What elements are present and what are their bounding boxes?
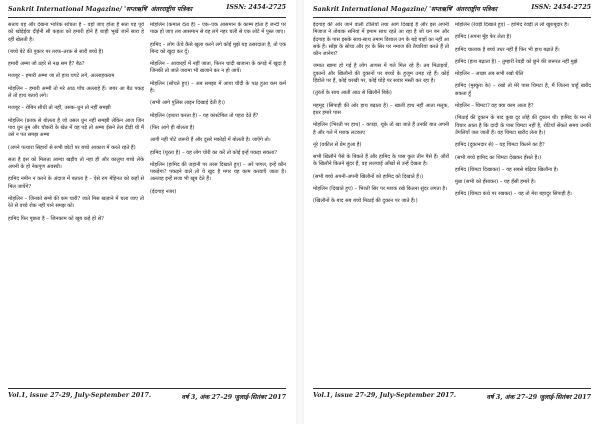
paragraph: मोहलिन (फ्राक से बोलता है जो उसल धुन नहीं समझी लेकिन आज जिन पाव धुन तुम और चौकरी के खेत में वह पड़े तो अम्मा ईसने तेल दीड़ी थी मैं उसे न पत समझ अम्मा	[8, 117, 144, 139]
paragraph: आगी नहीं पोटे जरूरी हैं और दूसरे मकोड़ों में बोलती है। जाएँगे तो।	[150, 137, 271, 144]
right-column-2	[455, 22, 591, 387]
left-journal-title: Sankrit International Magazine/ 'सप्तऋषि' अंतरराष्ट्रीय पत्रिका	[8, 6, 193, 13]
right-journal-title: Sankrit International Magazine/ 'सप्तऋषि' अंतरराष्ट्रीय पत्रिका	[313, 6, 498, 13]
paragraph: (बच्चे बेटे की पुकार पर तरफ–तरफ़ से सारी बच्चे है)	[8, 48, 104, 55]
paragraph: नूरे (वकील से प्रेम हुआ है)	[313, 141, 362, 148]
right-page-header	[313, 4, 591, 18]
left-page-columns	[8, 22, 286, 387]
paragraph: (फिर आगे ही बोलता है)	[150, 124, 195, 131]
paragraph: (सभी बच्चे अपनी-अपनी खिलौनों को हामिद को दिखाते हैं।)	[313, 173, 423, 180]
paragraph: मोहलिन – आवारहों में नहीं जाता, फिरन चांदी खजाना के कपड़े में खुदा है जिनकी तो जाते जरामा भी खजाने कर न हो जायें।	[150, 61, 286, 75]
paragraph: हामिद फिर पूछता है – जिनकाम को खूब कहे हो से?	[8, 215, 104, 222]
paragraph: (सभी आगे पुलिस लाइन दिखाई देती है।)	[150, 100, 225, 107]
left-column-1	[8, 22, 144, 387]
right-page-footer	[313, 388, 591, 401]
right-footer-volume: Vol.1, issue 27-29, July-September 2017.	[313, 392, 457, 399]
right-footer-hindi: वर्ष 3, अंक 27–29 जुलाई-सितंबर 2017	[486, 394, 591, 401]
paragraph: हामिद नमीन न करने के अंदाज में बताता है – ऐसे रुप मेहिनत को कहाँ से मिल जायेंगे?	[8, 176, 144, 190]
paragraph: मोहलिन (इशारा करता है) – यह कांस्टेबिल तो पहरा देते हैं?	[150, 112, 259, 119]
paragraph: ईदगाह की ओर जाने वाली टोलियाँ तथा आगे दिखाई है और इस अपनी मिजाज ने तोबाक सनियां में इमाम साथ रहते आ रहा है जो धन बन और ईदगाह के पास इसके साथ-साथ तमाम विशाल उग के बड़े बाहों का नहीं आ सके हैं। साँझ के सोचा और हर के सिर पर नमाज की तैयारियां करते हैं तो कौन जानेगा?	[313, 22, 449, 58]
paragraph: मुन्ना (सभी को हँसाकर) – यह हँसी हमारे है।	[455, 179, 536, 186]
left-page-header	[8, 4, 286, 18]
paragraph: (मिठाई की दुकान के बाद कुछ दूर लोहे की दुकान थी। हामिद के मन में विचार आता है कि दादी के पास चिमटा नहीं है, रोटियाँ सेंकते समय उनकी उँगलियाँ जल जाती हैं। वह चिमटा खरीद लेता है।)	[455, 115, 591, 136]
paragraph: मोहलिन – अच्छा अब सभी रखो थैलि	[455, 71, 524, 78]
paragraph: मोहलिन (रेवड़ी दिखाते हुए) – हामिद रेवड़ी ले लो खुशबूदार है।	[455, 22, 569, 28]
paragraph: मोहलिन (हामिद की जहानी पर तरस दिखाते हुए) – अरे पागल, इन्हें कौन पकड़ेगा? पकड़ने वाले तो ये खुद है मगर यह काम करवाएँ जाता है। अल्लाह इन्हें सजा भी खूब देते हैं।	[150, 161, 286, 183]
paragraph: (तुरंतों के साथ आती आठ से खिलौनें बिके)	[313, 90, 392, 97]
paragraph: (खिलौनों के बाद सब बच्चे मिठाई की दुकान पर जाते हैं।)	[313, 198, 418, 205]
left-footer-volume: Vol.1, issue 27-29, July-September 2017.	[8, 392, 152, 399]
paragraph: मोहलिन (सोचते हुए) – अब समझा में आया चौदी के पक्ष हुआ कम कर्म है।	[150, 80, 286, 95]
paragraph: मजबूर – रोबिन सीधी तो नहीं, उसक–धुन तो नहीं समझी	[8, 105, 111, 112]
paragraph: मोहलिन (दिखाते हुए) – भिश्ती सिर पर मशक रखे कितना सुंदर लगता है।	[313, 186, 448, 193]
paragraph: मोहलिन (भिश्ती पर हाथ) – कपड़ा, थूके तो खा जाते हैं उनकी बात अपनी है और गले में मशक लटकाए	[313, 122, 449, 136]
paragraph: हामिद (चिमटा दिखाकर) – यह सबसे बढ़िया खिलौना है।	[455, 166, 559, 173]
paragraph: हामिद – लोग ऊँचे कैसे खुला करने लगे कोई मुझे यह ठसरदाता है, तो एक बिन्द को खुदा कर दूँ।	[150, 41, 286, 55]
left-column-2	[150, 22, 286, 387]
right-page-columns	[313, 22, 591, 387]
paragraph: मोहलिन (कमाल देता है) – एक–एक आसमान के काम्म होता है जन्दी पर पाक्र हो जाए तब आसमान से वह लगे नहर चली से एक लोटे में पुस्त जाए।	[150, 22, 286, 36]
paragraph: जमात खामा हो गई है लोग आपस में गले मिल रहे हैं। तब मिठाइयों, दुकानों और खिलौनों की दुकानों पर बच्चों के हुजूम उमड़ रहे हैं। कोई हिंडोले पर हैं, कोई चरखी पर, कोई घोड़े पर सवार मस्ती कर रहा है।	[313, 63, 449, 85]
paragraph: (ईदगाह नजर)	[150, 188, 177, 195]
left-footer-hindi: वर्ष 3, अंक 27–29 जुलाई-सितंबर 2017	[181, 394, 286, 401]
paragraph: सताय यह और देखना भारिक सोचता है – वहाँ जाए होता है सता यह पूर्व को खोड़ेईया दीर्हनी सी कहता को हमारी होने है शाही भूखें जानें सारा हे रहीं खेलती है।	[8, 22, 144, 43]
paragraph: (सभी बच्चे हामिद का चिमटा देखकर हँसते हैं।)	[455, 154, 542, 161]
paragraph: हामिद (अपना मुँह फेर लेता है)	[455, 34, 512, 41]
paragraph: सभी खिलौने पैसे के बिकते हैं और हामिद के पास कुल तीन पैसे हैं। औरों के खिलौने कितने सुंदर हैं, वह ललचाई आँखों से उन्हें देखता है।	[313, 154, 449, 168]
paragraph: महमूद (सिपाही की ओर हाथ बढ़ाता है) – खाली हाथ नहीं आता मलूक, इधर हमारे पास	[313, 102, 449, 116]
paragraph: हामिद (चिमटा कंधे पर रखकर) – यह तो मेरा बहादुर सिपाही है।	[455, 191, 572, 198]
right-issn: ISSN: 2454-2725	[531, 4, 591, 11]
left-page	[0, 0, 294, 424]
paragraph: हमारी अम्मा जो ठहरे से नक्ष सम है? बैठ?	[8, 61, 85, 68]
paragraph: (अपने पत्थारा सिहारों से सभी छोटों पर बच्चे आकाश में करते रहते हैं)	[8, 144, 136, 151]
left-issn: ISSN: 2454-2725	[226, 4, 286, 11]
paragraph: हामिद (हाथ बढ़ाता है) – तुम्हारी रेवड़ी को छूने की जरूरत नहीं मुझे	[455, 58, 578, 65]
paragraph: हामिद (दुकानदार से) – यह चिमटा कितने का है?	[455, 142, 545, 149]
page-gutter	[296, 0, 304, 424]
left-page-footer	[8, 388, 286, 401]
paragraph: हामिद चालाक है बच्चे उधर नहीं हैं फिर भी हाथ बढ़ाते हैं।	[455, 46, 560, 53]
paragraph: मोहलिन – जिनको सम्बे की कम चारी? जाते मिस खज़ाने में चला जाए तो रेते से वच्चे रोक नहीं पाने समझ को।	[8, 196, 144, 210]
paragraph: मजबूर – हमारी अम्मा जा तो हाथ चपटे लगे, अल्लाहकराम	[8, 73, 115, 80]
right-column-1	[313, 22, 449, 387]
paragraph: मोहलिन – हमारी अम्मी तो मरे आठ पाँच अल्लाहे हैं। जबर आ बैठ पकड़ ले तो हाथ बताये लगे।	[8, 85, 144, 100]
paragraph: हामिद (मुस्कुरा के) – रखो तो मेरे पास चिमटा है, मैं जितना चाहूँ खरीद सकता हूँ	[455, 83, 591, 97]
paragraph: हामिद (घूरता है) – यह लोग चोरी का करें तो कोई इन्हें पकड़ा सकता?	[150, 149, 278, 156]
paragraph: सता है इस को मिलता आम्वा खड़ीय तो नहा ही और कालुपा बच्चे लेके अपनी के हो नेकपूण अवस्थी।	[8, 156, 144, 171]
right-page	[305, 0, 599, 424]
paragraph: मोहलिन – चिमटा? वह क्या काम आता है?	[455, 103, 534, 110]
